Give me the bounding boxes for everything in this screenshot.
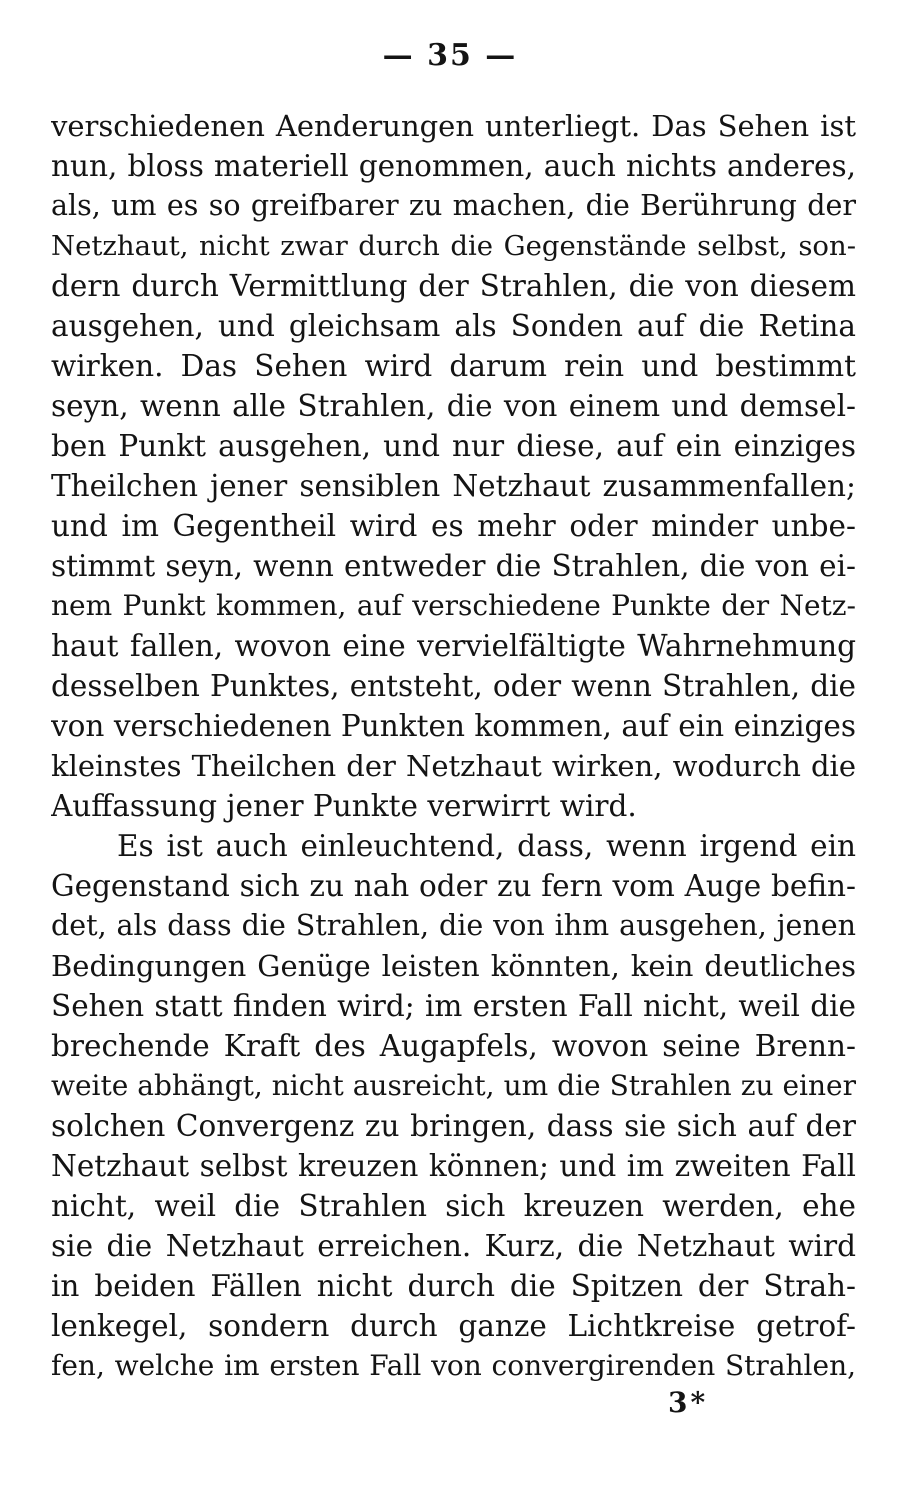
text-line: sie die Netzhaut erreichen. Kurz, die Netzhaut wird: [51, 1229, 856, 1263]
body-text: [51, 106, 856, 1386]
text-line: in beiden Fällen nicht durch die Spitzen der Strah-: [51, 1269, 856, 1303]
text-line: ben Punkt ausgehen, und nur diese, auf ein einziges: [51, 429, 856, 463]
text-line: haut fallen, wovon eine vervielfältigte Wahrnehmung: [51, 629, 856, 663]
text-line: Gegenstand sich zu nah oder zu fern vom Auge befin-: [51, 869, 856, 903]
page-number: — 35 —: [382, 38, 518, 73]
text-line: kleinstes Theilchen der Netzhaut wirken, wodurch die: [51, 749, 856, 783]
text-line: ausgehen, und gleichsam als Sonden auf die Retina: [51, 309, 856, 343]
text-line: Theilchen jener sensiblen Netzhaut zusammenfallen;: [51, 469, 856, 503]
text-line: stimmt seyn, wenn entweder die Strahlen, die von ei-: [51, 549, 856, 583]
text-line: desselben Punktes, entsteht, oder wenn Strahlen, die: [51, 669, 856, 703]
text-line: det, als dass die Strahlen, die von ihm ausgehen, jenen: [51, 909, 856, 942]
text-line: weite abhängt, nicht ausreicht, um die Strahlen zu einer: [51, 1069, 856, 1102]
text-line: brechende Kraft des Augapfels, wovon seine Brenn-: [51, 1029, 856, 1063]
text-line: nicht, weil die Strahlen sich kreuzen werden, ehe: [51, 1189, 856, 1223]
text-line: fen, welche im ersten Fall von convergirenden Strahlen,: [51, 1349, 856, 1382]
text-line: solchen Convergenz zu bringen, dass sie sich auf der: [51, 1109, 856, 1143]
text-line-paragraph-start: Es ist auch einleuchtend, dass, wenn irgend ein: [117, 829, 856, 863]
text-line: nem Punkt kommen, auf verschiedene Punkte der Netz-: [51, 589, 856, 622]
signature-mark: 3*: [668, 1386, 709, 1419]
text-line: dern durch Vermittlung der Strahlen, die von diesem: [51, 269, 856, 303]
text-line: und im Gegentheil wird es mehr oder minder unbe-: [51, 509, 856, 543]
text-line: Sehen statt finden wird; im ersten Fall nicht, weil die: [51, 989, 856, 1023]
text-line: als, um es so greifbarer zu machen, die Berührung der: [51, 189, 856, 222]
text-line: Netzhaut, nicht zwar durch die Gegenstände selbst, son-: [51, 230, 856, 262]
text-line: wirken. Das Sehen wird darum rein und bestimmt: [51, 349, 856, 383]
text-line: Netzhaut selbst kreuzen können; und im zweiten Fall: [51, 1149, 856, 1183]
text-line: verschiedenen Aenderungen unterliegt. Das Sehen ist: [51, 109, 856, 143]
text-line: seyn, wenn alle Strahlen, die von einem und demsel-: [51, 389, 856, 423]
text-line-paragraph-end: Auffassung jener Punkte verwirrt wird.: [51, 789, 637, 823]
text-line: Bedingungen Genüge leisten könnten, kein deutliches: [51, 949, 856, 983]
text-line: von verschiedenen Punkten kommen, auf ein einziges: [51, 709, 856, 743]
text-line: nun, bloss materiell genommen, auch nichts anderes,: [51, 149, 856, 183]
text-line: lenkegel, sondern durch ganze Lichtkreise getrof-: [51, 1309, 856, 1343]
